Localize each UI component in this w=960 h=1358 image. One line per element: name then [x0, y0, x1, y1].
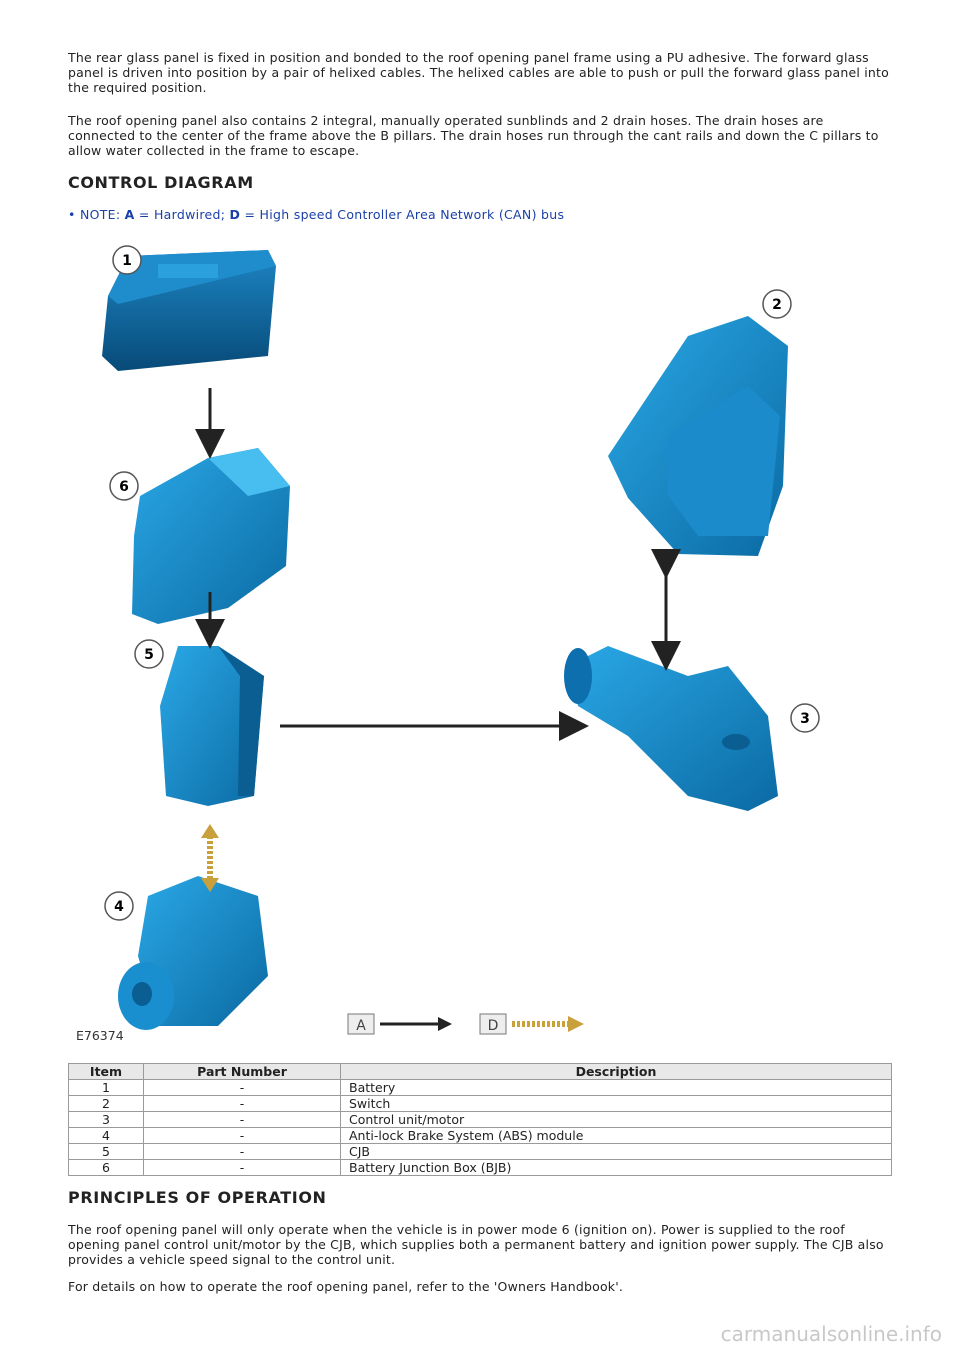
control-diagram: [68, 236, 892, 1048]
cell-description: Battery: [341, 1080, 892, 1096]
cell-part-number: -: [144, 1112, 341, 1128]
switch-component: [608, 316, 788, 556]
parts-table: [68, 1063, 892, 1176]
table-header-row: [69, 1064, 892, 1080]
table-row: [69, 1080, 892, 1096]
cell-description: Switch: [341, 1096, 892, 1112]
control-diagram-heading: CONTROL DIAGRAM: [68, 173, 254, 192]
figure-id: E76374: [76, 1028, 124, 1043]
callout-label: 2: [772, 297, 782, 313]
principles-paragraph-1: The roof opening panel will only operate when the vehicle is in power mode 6 (ignition on). Power is supplied to the roof opening panel control unit/motor by the CJB, which supplies both a permanent battery and ignition power supply. The CJB also provides a vehicle speed signal to the control unit.: [68, 1222, 884, 1267]
cell-description: CJB: [341, 1144, 892, 1160]
legend-label-d: D: [487, 1018, 499, 1034]
header-description: Description: [341, 1064, 892, 1080]
cell-item: 2: [69, 1096, 144, 1112]
callout-6: [110, 472, 138, 500]
table-row: [69, 1144, 892, 1160]
table-row: [69, 1160, 892, 1176]
note-prefix: • NOTE:: [68, 207, 125, 222]
cell-part-number: -: [144, 1080, 341, 1096]
callout-label: 4: [114, 899, 124, 915]
header-part-number: Part Number: [144, 1064, 341, 1080]
callout-5: [135, 640, 163, 668]
can-bus-cjb-to-abs: [201, 824, 219, 892]
cell-item: 6: [69, 1160, 144, 1176]
callout-label: 3: [800, 711, 810, 727]
note-text-d: = High speed Controller Area Network (CAN) bus: [240, 207, 565, 222]
callout-3: [791, 704, 819, 732]
cell-description: Control unit/motor: [341, 1112, 892, 1128]
principles-heading: PRINCIPLES OF OPERATION: [68, 1188, 327, 1207]
cell-description: Anti-lock Brake System (ABS) module: [341, 1128, 892, 1144]
callout-1: [113, 246, 141, 274]
cell-item: 1: [69, 1080, 144, 1096]
note-key-a: A: [124, 207, 135, 222]
callout-label: 1: [122, 253, 132, 269]
table-row: [69, 1128, 892, 1144]
note-key-d: D: [229, 207, 241, 222]
intro-paragraph-2: The roof opening panel also contains 2 integral, manually operated sunblinds and 2 drain hoses. The drain hoses are connected to the center of the frame above the B pillars. The drain hoses run through the cant rails and down the C pillars to allow water collected in the frame to escape.: [68, 113, 879, 158]
cell-item: 3: [69, 1112, 144, 1128]
legend-hardwired: [348, 1014, 452, 1034]
abs-module-component: [118, 876, 268, 1030]
callout-label: 5: [144, 647, 154, 663]
cell-part-number: -: [144, 1128, 341, 1144]
table-row: [69, 1096, 892, 1112]
callout-4: [105, 892, 133, 920]
control-unit-motor-component: [564, 646, 778, 811]
cell-item: 5: [69, 1144, 144, 1160]
table-row: [69, 1112, 892, 1128]
legend-can-bus: [480, 1014, 584, 1034]
callout-label: 6: [119, 479, 129, 495]
watermark: carmanualsonline.info: [720, 1322, 942, 1346]
cell-part-number: -: [144, 1144, 341, 1160]
cell-description: Battery Junction Box (BJB): [341, 1160, 892, 1176]
intro-paragraph-1: The rear glass panel is fixed in position and bonded to the roof opening panel frame using a PU adhesive. The forward glass panel is driven into position by a pair of helixed cables. The helixed cables are able to push or pull the forward glass panel into the required position.: [68, 50, 889, 95]
cell-part-number: -: [144, 1160, 341, 1176]
cjb-component: [160, 646, 264, 806]
cell-item: 4: [69, 1128, 144, 1144]
cell-part-number: -: [144, 1096, 341, 1112]
diagram-note: [68, 207, 564, 222]
note-text-a: = Hardwired;: [134, 207, 230, 222]
header-item: Item: [69, 1064, 144, 1080]
principles-paragraph-2: For details on how to operate the roof opening panel, refer to the 'Owners Handbook'.: [68, 1279, 624, 1294]
callout-2: [763, 290, 791, 318]
legend-label-a: A: [356, 1018, 366, 1034]
